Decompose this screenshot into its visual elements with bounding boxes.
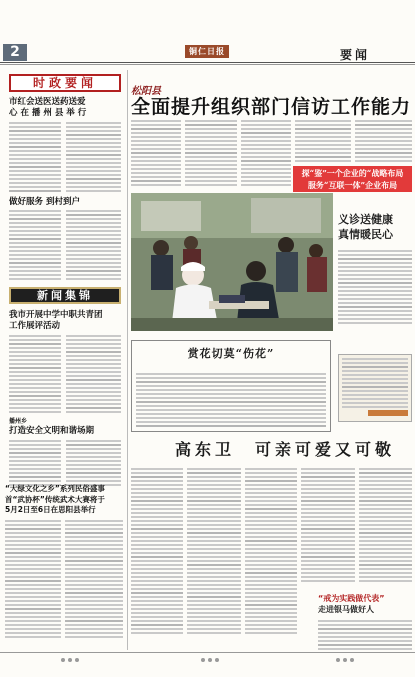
body-text-block bbox=[9, 335, 61, 415]
clinic-photo bbox=[131, 193, 333, 331]
footer-ornament-icon bbox=[335, 657, 355, 663]
body-text-block bbox=[66, 210, 121, 282]
headline-line: 走进银马做好人 bbox=[318, 605, 374, 614]
body-text-block bbox=[359, 468, 412, 584]
story-title-red-cross bbox=[9, 97, 121, 119]
sidebar-note-body bbox=[342, 358, 408, 408]
body-text-block bbox=[185, 120, 237, 188]
body-text-block bbox=[9, 122, 61, 194]
masthead-rule-thin bbox=[0, 64, 415, 65]
story-title-line: 首“武协杯”传统武术大赛将于 bbox=[5, 494, 105, 504]
story-title-service: 做好服务 到村到户 bbox=[9, 197, 80, 207]
body-text-block bbox=[5, 520, 61, 640]
story-title-line: 心 在 播 州 县 举 行 bbox=[9, 108, 87, 118]
story-title-youth-league bbox=[9, 310, 121, 332]
decorative-mark-icon bbox=[368, 408, 408, 418]
paper-name: 铜仁日报 bbox=[185, 45, 229, 58]
sidebar-note-box bbox=[338, 354, 412, 422]
footer-ornament-icon bbox=[60, 657, 80, 663]
page-number: 2 bbox=[3, 44, 27, 61]
body-text-block bbox=[65, 520, 123, 640]
body-text-block bbox=[131, 120, 181, 188]
section-band-shizheng: 时政要闻 bbox=[9, 74, 121, 92]
headline-line-red: “戒为实践做代表” bbox=[318, 594, 385, 603]
footer-rule bbox=[0, 652, 415, 653]
body-text-block bbox=[318, 620, 412, 652]
caption-line: 真情暖民心 bbox=[338, 228, 393, 241]
body-text-block bbox=[187, 468, 241, 636]
body-text-block bbox=[355, 120, 412, 164]
story-title-line: 5月2日至6日在思阳县举行 bbox=[5, 505, 96, 514]
body-text-block bbox=[9, 440, 61, 488]
section-name: 要闻 bbox=[340, 48, 371, 62]
commentary-title: 赏花切莫“伤花” bbox=[187, 347, 275, 360]
promo-line: 探“鉴”一个企业的“战略布局 bbox=[301, 168, 404, 178]
photo-caption bbox=[338, 212, 410, 242]
body-text-block bbox=[241, 120, 291, 188]
feature-headline: 高东卫 可亲可爱又可敬 bbox=[175, 440, 396, 459]
clinic-photo-illustration bbox=[131, 193, 333, 331]
story-title-line: “大绿文化之乡”系列民俗盛事 bbox=[5, 484, 105, 493]
body-text-block bbox=[301, 468, 355, 584]
column-divider bbox=[127, 70, 128, 650]
caption-line: 义诊送健康 bbox=[338, 213, 393, 226]
body-text-block bbox=[131, 468, 183, 636]
story-title-safety: 打造安全文明和谐场期 bbox=[9, 426, 95, 436]
commentary-box bbox=[131, 340, 331, 432]
commentary-body bbox=[136, 373, 326, 427]
story-title-line: 市红会送医送药送爱 bbox=[9, 97, 86, 107]
body-text-block bbox=[66, 122, 121, 194]
main-headline: 全面提升组织部门信访工作能力 bbox=[131, 96, 412, 118]
story-title-line: 我市开展中学中职共青团 bbox=[9, 310, 103, 320]
photo-caption-text bbox=[338, 250, 412, 326]
masthead-rule bbox=[0, 62, 415, 63]
body-text-block bbox=[9, 210, 61, 282]
headline-kicker: 松阳县 bbox=[131, 86, 161, 97]
footer-ornament-icon bbox=[200, 657, 220, 663]
body-text-block bbox=[245, 468, 297, 636]
promo-line: 服务“互联一体”企业布局 bbox=[307, 180, 398, 190]
body-text-block bbox=[66, 335, 121, 415]
story-kicker-bozhou: 播州乡 bbox=[9, 418, 28, 425]
section-band-news: 新闻集锦 bbox=[9, 287, 121, 304]
story-title-martial-arts bbox=[5, 484, 125, 516]
body-text-block bbox=[66, 440, 121, 488]
story-title-line: 工作展评活动 bbox=[9, 321, 61, 331]
bottom-right-headline bbox=[318, 593, 412, 615]
body-text-block bbox=[295, 120, 351, 164]
feature-promo-box bbox=[293, 166, 412, 192]
